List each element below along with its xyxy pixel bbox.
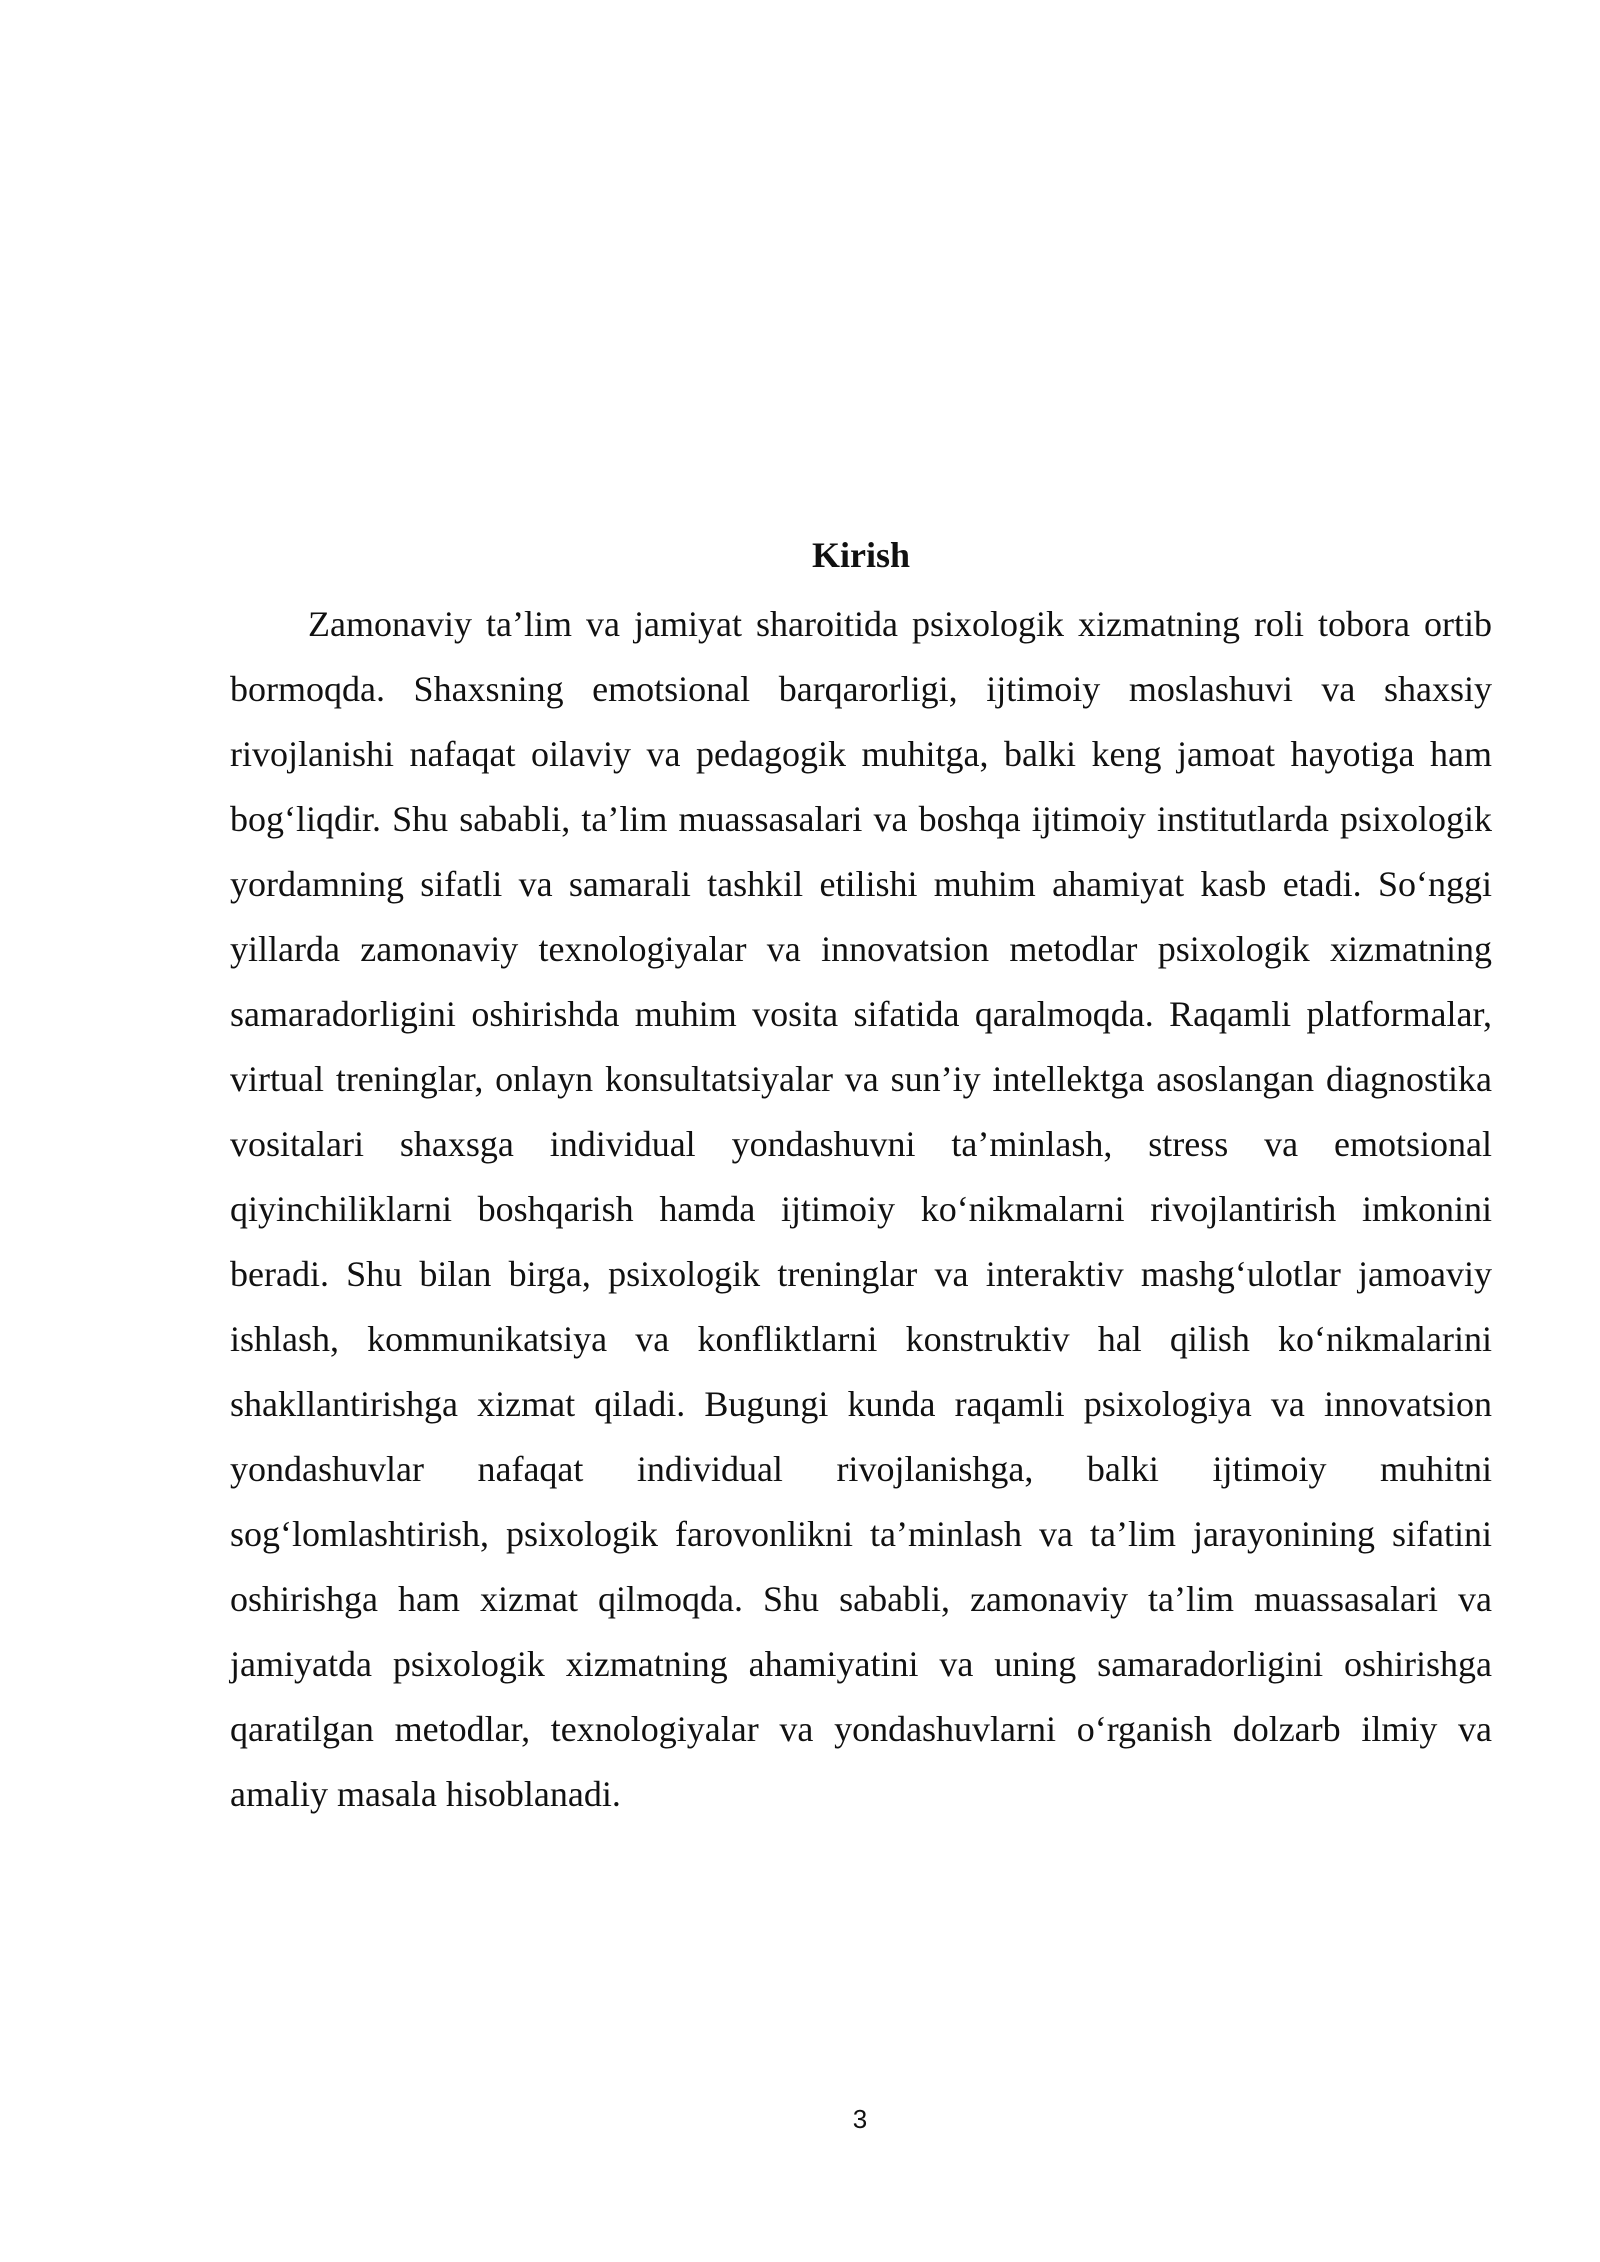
body-paragraph: Zamonaviy ta’lim va jamiyat sharoitida psixologik xizmatning roli tobora ortib bormoqda. Shaxsning emotsional barqarorligi, ijtimoiy moslashuvi va shaxsiy rivojlanishi nafaqat oilaviy va pedagogik muhitga, balki keng jamoat hayotiga ham bog‘liqdir. Shu sababli, ta’lim muassasalari va boshqa ijtimoiy institutlarda psixologik yordamning sifatli va samarali tashkil etilishi muhim ahamiyat kasb etadi. So‘nggi yillarda zamonaviy texnologiyalar va innovatsion metodlar psixologik xizmatning samaradorligini oshirishda muhim vosita sifatida qaralmoqda. Raqamli platformalar, virtual treninglar, onlayn konsultatsiyalar va sun’iy intellektga asoslangan diagnostika vositalari shaxsga individual yondashuvni ta’minlash, stress va emotsional qiyinchiliklarni boshqarish hamda ijtimoiy ko‘nikmalarni rivojlantirish imkonini beradi. Shu bilan birga, psixologik treninglar va interaktiv mashg‘ulotlar jamoaviy ishlash, kommunikatsiya va konfliktlarni konstruktiv hal qilish ko‘nikmalarini shakllantirishga xizmat qiladi. Bugungi kunda raqamli psixologiya va innovatsion yondashuvlar nafaqat individual rivojlanishga, balki ijtimoiy muhitni sog‘lomlashtirish, psixologik farovonlikni ta’minlash va ta’lim jarayonining sifatini oshirishga ham xizmat qilmoqda. Shu sababli, zamonaviy ta’lim muassasalari va jamiyatda psixologik xizmatning ahamiyatini va uning samaradorligini oshirishga qaratilgan metodlar, texnologiyalar va yondashuvlarni o‘rganish dolzarb ilmiy va amaliy masala hisoblanadi.: [230, 604, 1492, 1814]
page-number: 3: [852, 2104, 868, 2134]
section-heading: Kirish: [811, 535, 910, 575]
